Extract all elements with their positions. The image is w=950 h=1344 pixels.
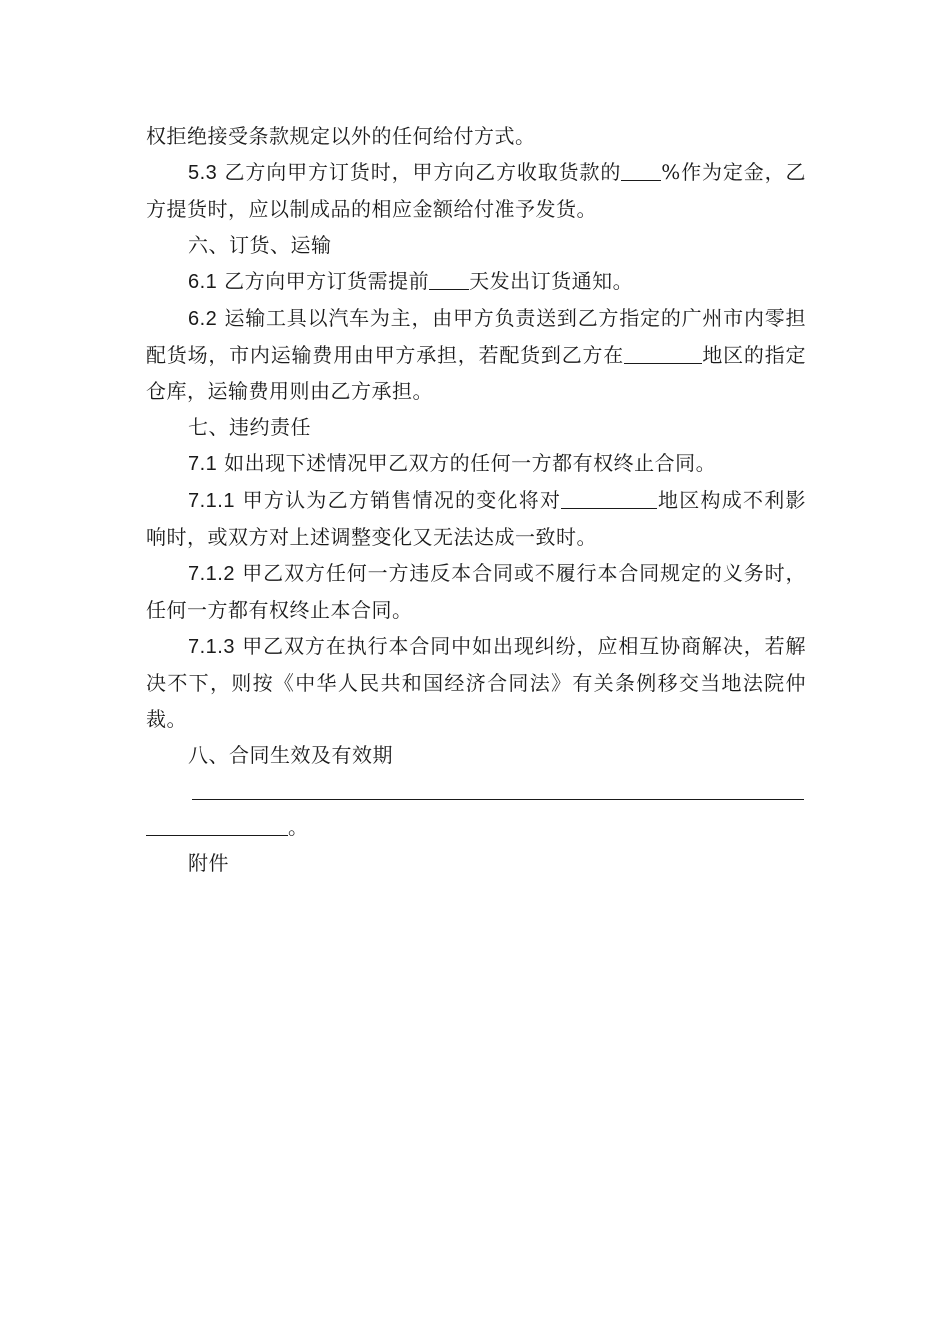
heading-text: 六、订货、运输	[188, 233, 332, 257]
sentence-end: 。	[288, 815, 309, 839]
clause-text: 地区构成不利影响时，或双方对上述调整变化又无法达成一致时。	[146, 488, 807, 549]
clause-number: 7.1.1	[188, 490, 235, 512]
clause-number: 6.1	[188, 271, 218, 293]
effective-term-blank-line-2	[146, 809, 806, 845]
clause-7-1-1	[146, 482, 806, 555]
section-heading-breach-liability	[146, 409, 806, 445]
advance-days-blank[interactable]	[429, 267, 469, 290]
clause-7-1	[146, 445, 806, 482]
affected-region-blank[interactable]	[561, 486, 657, 509]
heading-text: 八、合同生效及有效期	[188, 743, 393, 767]
section-heading-order-transport	[146, 227, 806, 263]
region-blank[interactable]	[624, 341, 702, 364]
clause-text: 天发出订货通知。	[469, 269, 634, 293]
clause-text: 运输工具以汽车为主，由甲方负责送到乙方指定的广州市内零担配货场，市内运输费用由甲方承担，若配货到乙方在	[146, 306, 806, 367]
clause-7-1-3	[146, 628, 806, 737]
clause-number: 7.1	[188, 453, 218, 475]
clause-text: 乙方向甲方订货时，甲方向乙方收取货款的	[217, 160, 622, 184]
clause-text: 甲乙双方任何一方违反本合同或不履行本合同规定的义务时，任何一方都有权终止本合同。	[146, 561, 806, 622]
paragraph-text: 权拒绝接受条款规定以外的任何给付方式。	[146, 124, 536, 148]
attachment-heading	[146, 845, 806, 881]
clause-6-2	[146, 300, 806, 409]
clause-number: 5.3	[188, 162, 218, 184]
clause-text: 如出现下述情况甲乙双方的任何一方都有权终止合同。	[217, 451, 717, 475]
paragraph-payment-terms-tail	[146, 118, 806, 154]
clause-text: 乙方向甲方订货需提前	[217, 269, 430, 293]
clause-number: 6.2	[188, 308, 218, 330]
deposit-percent-blank[interactable]	[621, 158, 661, 181]
heading-text: 附件	[188, 851, 229, 875]
clause-5-3	[146, 154, 806, 227]
clause-text: 地区的指定仓库，运输费用则由乙方承担。	[146, 343, 807, 403]
clause-text: 甲乙双方在执行本合同中如出现纠纷，应相互协商解决，若解决不下，则按《中华人民共和国经济合同法》有关条例移交当地法院仲裁。	[146, 634, 806, 731]
clause-text: 甲方认为乙方销售情况的变化将对	[234, 488, 562, 512]
clause-7-1-2	[146, 555, 806, 628]
document-body	[146, 118, 806, 881]
clause-number: 7.1.2	[188, 563, 235, 585]
heading-text: 七、违约责任	[188, 415, 311, 439]
section-heading-effective-term	[146, 737, 806, 773]
clause-text: %作为定金，乙方提货时，应以制成品的相应金额给付准予发货。	[146, 160, 806, 221]
clause-number: 7.1.3	[188, 636, 235, 658]
effective-term-blank-line-1	[146, 773, 806, 809]
effective-term-blank[interactable]	[192, 777, 804, 800]
clause-6-1	[146, 263, 806, 300]
effective-term-blank-continued[interactable]	[146, 813, 288, 836]
